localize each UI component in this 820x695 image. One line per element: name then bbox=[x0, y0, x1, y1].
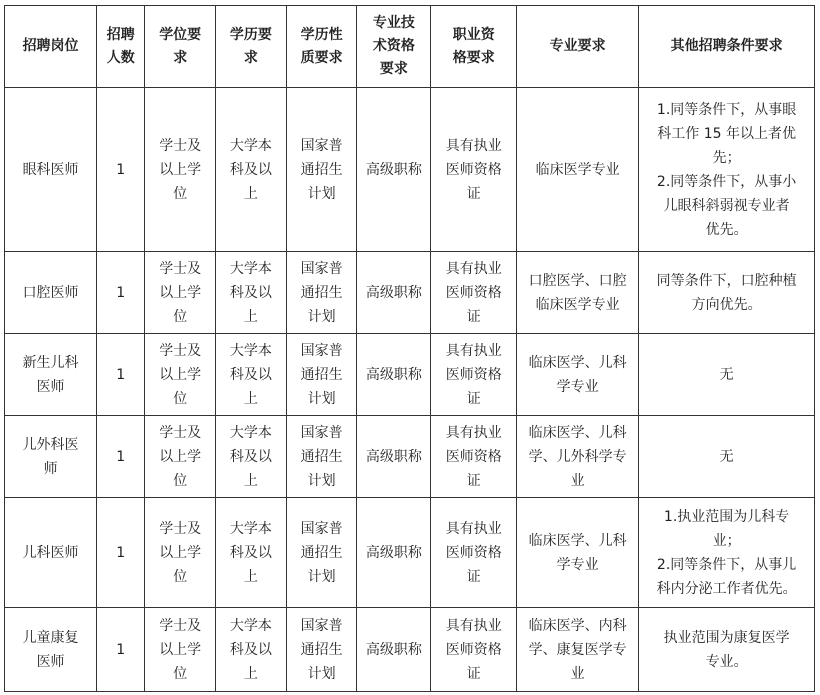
cell-education bbox=[216, 252, 287, 334]
cell-line: 位 bbox=[173, 568, 188, 585]
cell-line: 无 bbox=[719, 366, 734, 383]
cell-line: 1.同等条件下，从事眼 bbox=[656, 101, 797, 118]
cell-education-type bbox=[286, 88, 357, 252]
cell-line: 大学本 bbox=[229, 617, 272, 634]
cell-line: 国家普 bbox=[300, 520, 343, 537]
cell-line: 高级职称 bbox=[365, 161, 422, 178]
cell-major bbox=[517, 88, 639, 252]
cell-line: 通招生 bbox=[300, 366, 343, 383]
cell-line: 专业技 bbox=[372, 15, 415, 31]
cell-line: 招聘岗位 bbox=[22, 38, 79, 54]
cell-line: 以上学 bbox=[159, 161, 202, 178]
cell-post bbox=[5, 416, 97, 498]
cell-line: 学位要 bbox=[159, 26, 202, 43]
cell-line: 位 bbox=[173, 472, 188, 489]
cell-line: 格要求 bbox=[452, 49, 495, 66]
cell-line: 科内分泌工作者优先。 bbox=[656, 580, 797, 597]
cell-line: 科及以 bbox=[229, 448, 272, 465]
cell-count: 1 bbox=[97, 252, 145, 334]
cell-line: 证 bbox=[466, 568, 481, 585]
cell-post bbox=[5, 252, 97, 334]
cell-line: 科及以 bbox=[229, 641, 272, 658]
cell-tech-qualification bbox=[357, 88, 431, 252]
cell-major bbox=[517, 608, 639, 692]
header-degree bbox=[145, 6, 216, 88]
cell-line: 高级职称 bbox=[365, 641, 422, 658]
cell-major bbox=[517, 498, 639, 608]
cell-line: 业 bbox=[570, 665, 585, 682]
header-post bbox=[5, 6, 97, 88]
cell-line: 2.同等条件下，从事儿 bbox=[656, 556, 797, 573]
cell-line: 大学本 bbox=[229, 260, 272, 277]
cell-line: 医师 bbox=[36, 378, 65, 395]
table-row bbox=[5, 498, 815, 608]
cell-education-type bbox=[286, 498, 357, 608]
cell-line: 高级职称 bbox=[365, 366, 422, 383]
cell-line: 求 bbox=[173, 49, 188, 66]
cell-line: 以上学 bbox=[159, 284, 202, 301]
cell-line: 求 bbox=[243, 49, 258, 66]
cell-other-requirements bbox=[639, 608, 815, 692]
cell-line: 大学本 bbox=[229, 342, 272, 359]
cell-line: 计划 bbox=[307, 568, 336, 585]
cell-line: 职业资 bbox=[452, 26, 495, 43]
cell-count: 1 bbox=[97, 608, 145, 692]
cell-line: 学士及 bbox=[159, 520, 202, 537]
header-practice-qualification bbox=[431, 6, 517, 88]
cell-line: 位 bbox=[173, 185, 188, 202]
cell-tech-qualification bbox=[357, 252, 431, 334]
cell-line: 业 bbox=[570, 472, 585, 489]
cell-degree bbox=[145, 88, 216, 252]
cell-line: 通招生 bbox=[300, 448, 343, 465]
cell-line: 具有执业 bbox=[445, 520, 502, 537]
cell-degree bbox=[145, 252, 216, 334]
cell-other-requirements bbox=[639, 252, 815, 334]
cell-line: 人数 bbox=[106, 49, 135, 66]
cell-line: 具有执业 bbox=[445, 260, 502, 277]
cell-practice-qualification bbox=[431, 88, 517, 252]
cell-education-type bbox=[286, 252, 357, 334]
cell-line: 学历性 bbox=[300, 26, 343, 43]
cell-line: 医师资格 bbox=[445, 366, 502, 383]
cell-line: 医师资格 bbox=[445, 161, 502, 178]
cell-line: 新生儿科 bbox=[22, 354, 79, 371]
cell-line: 以上学 bbox=[159, 544, 202, 561]
cell-line: 具有执业 bbox=[445, 137, 502, 154]
cell-line: 上 bbox=[243, 308, 258, 325]
cell-tech-qualification bbox=[357, 334, 431, 416]
cell-line: 国家普 bbox=[300, 424, 343, 441]
cell-line: 医师资格 bbox=[445, 544, 502, 561]
cell-post bbox=[5, 88, 97, 252]
cell-line: 优先。 bbox=[705, 221, 748, 238]
cell-line: 质要求 bbox=[300, 49, 343, 66]
cell-post bbox=[5, 334, 97, 416]
cell-line: 高级职称 bbox=[365, 284, 422, 301]
header-tech-qualification bbox=[357, 6, 431, 88]
cell-education-type bbox=[286, 334, 357, 416]
cell-line: 以上学 bbox=[159, 641, 202, 658]
recruitment-table bbox=[4, 5, 815, 692]
cell-line: 专业。 bbox=[705, 653, 748, 670]
cell-line: 计划 bbox=[307, 665, 336, 682]
cell-tech-qualification bbox=[357, 498, 431, 608]
cell-line: 2.同等条件下，从事小 bbox=[656, 173, 797, 190]
cell-line: 通招生 bbox=[300, 544, 343, 561]
cell-line: 具有执业 bbox=[445, 424, 502, 441]
header-row bbox=[5, 6, 815, 88]
cell-line: 科工作 15 年以上者优 bbox=[657, 125, 796, 142]
table-row bbox=[5, 608, 815, 692]
cell-line: 学士及 bbox=[159, 342, 202, 359]
cell-line: 学士及 bbox=[159, 424, 202, 441]
cell-other-requirements bbox=[639, 334, 815, 416]
cell-line: 科及以 bbox=[229, 161, 272, 178]
cell-line: 以上学 bbox=[159, 366, 202, 383]
cell-line: 学、康复医学专 bbox=[528, 641, 627, 658]
cell-post bbox=[5, 498, 97, 608]
cell-line: 位 bbox=[173, 390, 188, 407]
cell-line: 医师资格 bbox=[445, 641, 502, 658]
cell-line: 招聘 bbox=[106, 26, 135, 43]
cell-line: 具有执业 bbox=[445, 342, 502, 359]
cell-line: 上 bbox=[243, 185, 258, 202]
cell-line: 要求 bbox=[379, 61, 408, 77]
cell-line: 证 bbox=[466, 308, 481, 325]
cell-line: 同等条件下，口腔种植 bbox=[656, 272, 797, 289]
cell-line: 通招生 bbox=[300, 641, 343, 658]
table-row bbox=[5, 334, 815, 416]
cell-post bbox=[5, 608, 97, 692]
cell-line: 专业要求 bbox=[549, 38, 606, 54]
cell-line: 大学本 bbox=[229, 424, 272, 441]
cell-education bbox=[216, 498, 287, 608]
cell-line: 证 bbox=[466, 390, 481, 407]
cell-education-type bbox=[286, 608, 357, 692]
cell-line: 证 bbox=[466, 472, 481, 489]
cell-line: 上 bbox=[243, 390, 258, 407]
cell-degree bbox=[145, 416, 216, 498]
cell-line: 上 bbox=[243, 568, 258, 585]
cell-line: 医师资格 bbox=[445, 284, 502, 301]
cell-education bbox=[216, 334, 287, 416]
cell-line: 临床医学专业 bbox=[535, 296, 620, 313]
cell-line: 先； bbox=[712, 149, 741, 166]
cell-line: 位 bbox=[173, 665, 188, 682]
header-other-requirements bbox=[639, 6, 815, 88]
table-row bbox=[5, 416, 815, 498]
cell-line: 医师资格 bbox=[445, 448, 502, 465]
cell-line: 科及以 bbox=[229, 366, 272, 383]
cell-line: 儿外科医 bbox=[22, 436, 79, 453]
cell-line: 口腔医师 bbox=[22, 284, 79, 301]
cell-other-requirements bbox=[639, 416, 815, 498]
cell-line: 国家普 bbox=[300, 617, 343, 634]
cell-line: 计划 bbox=[307, 390, 336, 407]
cell-tech-qualification bbox=[357, 416, 431, 498]
cell-major bbox=[517, 334, 639, 416]
cell-line: 计划 bbox=[307, 308, 336, 325]
cell-line: 方向优先。 bbox=[691, 296, 762, 313]
cell-line: 国家普 bbox=[300, 342, 343, 359]
cell-line: 位 bbox=[173, 308, 188, 325]
cell-education bbox=[216, 88, 287, 252]
cell-line: 学、儿外科学专 bbox=[528, 448, 627, 465]
cell-line: 证 bbox=[466, 665, 481, 682]
header-education-type bbox=[286, 6, 357, 88]
cell-line: 1.执业范围为儿科专 bbox=[663, 508, 790, 525]
cell-line: 学士及 bbox=[159, 260, 202, 277]
cell-count: 1 bbox=[97, 416, 145, 498]
cell-line: 高级职称 bbox=[365, 544, 422, 561]
cell-line: 临床医学、内科 bbox=[528, 617, 627, 634]
table-row bbox=[5, 88, 815, 252]
cell-line: 计划 bbox=[307, 472, 336, 489]
cell-line: 国家普 bbox=[300, 260, 343, 277]
cell-tech-qualification bbox=[357, 608, 431, 692]
cell-line: 具有执业 bbox=[445, 617, 502, 634]
cell-line: 通招生 bbox=[300, 284, 343, 301]
cell-line: 临床医学、儿科 bbox=[528, 532, 627, 549]
cell-line: 术资格 bbox=[372, 38, 415, 54]
cell-line: 学历要 bbox=[229, 26, 272, 43]
header-education bbox=[216, 6, 287, 88]
cell-line: 大学本 bbox=[229, 137, 272, 154]
cell-line: 儿眼科斜弱视专业者 bbox=[663, 197, 790, 214]
cell-line: 国家普 bbox=[300, 137, 343, 154]
cell-practice-qualification bbox=[431, 498, 517, 608]
cell-line: 学士及 bbox=[159, 137, 202, 154]
cell-line: 儿童康复 bbox=[22, 629, 79, 646]
cell-major bbox=[517, 416, 639, 498]
cell-degree bbox=[145, 608, 216, 692]
cell-line: 执业范围为康复医学 bbox=[663, 629, 790, 646]
cell-line: 临床医学专业 bbox=[535, 161, 620, 178]
cell-line: 口腔医学、口腔 bbox=[528, 272, 627, 289]
cell-line: 其他招聘条件要求 bbox=[670, 38, 783, 54]
cell-degree bbox=[145, 334, 216, 416]
cell-line: 科及以 bbox=[229, 544, 272, 561]
cell-other-requirements bbox=[639, 498, 815, 608]
cell-practice-qualification bbox=[431, 334, 517, 416]
cell-line: 通招生 bbox=[300, 161, 343, 178]
cell-line: 无 bbox=[719, 448, 734, 465]
cell-major bbox=[517, 252, 639, 334]
cell-line: 科及以 bbox=[229, 284, 272, 301]
cell-line: 师 bbox=[43, 460, 58, 477]
cell-practice-qualification bbox=[431, 416, 517, 498]
cell-line: 临床医学、儿科 bbox=[528, 354, 627, 371]
cell-line: 大学本 bbox=[229, 520, 272, 537]
cell-education-type bbox=[286, 416, 357, 498]
table-row bbox=[5, 252, 815, 334]
cell-education bbox=[216, 608, 287, 692]
cell-line: 学专业 bbox=[556, 378, 599, 395]
cell-line: 高级职称 bbox=[365, 448, 422, 465]
cell-line: 学专业 bbox=[556, 556, 599, 573]
cell-line: 上 bbox=[243, 665, 258, 682]
header-count bbox=[97, 6, 145, 88]
header-major bbox=[517, 6, 639, 88]
cell-count: 1 bbox=[97, 88, 145, 252]
cell-line: 计划 bbox=[307, 185, 336, 202]
cell-line: 学士及 bbox=[159, 617, 202, 634]
cell-education bbox=[216, 416, 287, 498]
cell-line: 医师 bbox=[36, 653, 65, 670]
cell-count: 1 bbox=[97, 334, 145, 416]
cell-line: 眼科医师 bbox=[22, 161, 79, 178]
cell-practice-qualification bbox=[431, 608, 517, 692]
cell-count: 1 bbox=[97, 498, 145, 608]
cell-line: 证 bbox=[466, 185, 481, 202]
cell-line: 业； bbox=[712, 532, 741, 549]
cell-other-requirements bbox=[639, 88, 815, 252]
cell-degree bbox=[145, 498, 216, 608]
cell-line: 以上学 bbox=[159, 448, 202, 465]
cell-line: 上 bbox=[243, 472, 258, 489]
cell-line: 临床医学、儿科 bbox=[528, 424, 627, 441]
cell-practice-qualification bbox=[431, 252, 517, 334]
cell-line: 儿科医师 bbox=[22, 544, 79, 561]
